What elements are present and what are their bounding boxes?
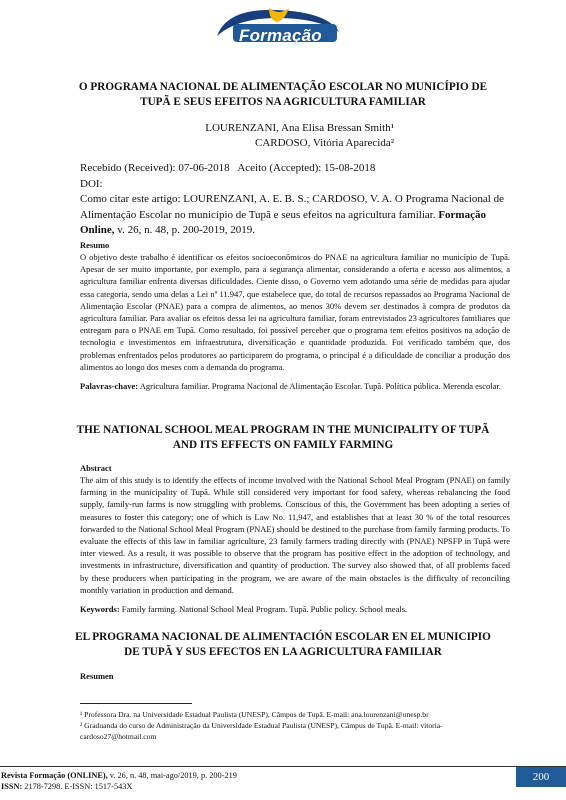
doi: DOI:: [80, 177, 103, 190]
paper-title-en: THE NATIONAL SCHOOL MEAL PROGRAM IN THE MUNICIPALITY OF TUPÃ AND ITS EFFECTS ON FAMILY FARMING: [76, 424, 490, 451]
author-2: CARDOSO, Vitória Aparecida²: [255, 137, 394, 149]
paper-title-es: EL PROGRAMA NACIONAL DE ALIMENTACIÓN ESCOLAR EN EL MUNICIPIO DE TUPÃ Y SUS EFECTOS EN LA AGRICULTURA FAMILIAR: [75, 631, 491, 658]
palavras-chave-text: Agricultura familiar. Programa Nacional de Alimentação Escolar. Tupã. Política pública. Merenda escolar.: [138, 381, 501, 391]
citation-text: Como citar este artigo: LOURENZANI, A. E. B. S.; CARDOSO, V. A. O Programa Nacional de Alimentação Escolar no município de Tupã e seus efeitos na agricultura familiar.: [80, 193, 504, 221]
palavras-chave-label: Palavras-chave:: [80, 381, 139, 391]
palavras-chave: [80, 380, 510, 392]
abstract-heading: Abstract: [80, 463, 112, 473]
citation-journal: Formação Online,: [80, 208, 486, 236]
journal-logo: [201, 6, 361, 48]
article-meta: [80, 161, 510, 239]
issn-text: 2178-7298. E-ISSN: 1517-543X: [22, 782, 133, 791]
resumen-heading: Resumen: [80, 671, 114, 681]
keywords-label: Keywords:: [80, 604, 120, 614]
logo-text: Formação: [239, 26, 322, 45]
received-accepted: Recebido (Received): 07-06-2018 Aceito (Accepted): 15-08-2018: [80, 162, 376, 174]
author-list: [205, 121, 394, 151]
journal-info: [1, 770, 237, 792]
journal-issue: v. 26, n. 48, mai-ago/2019, p. 200-219: [107, 771, 237, 780]
resumo-text: O objetivo deste trabalho é identificar os efeitos socioeconômicos do PNAE na agricultura familiar no município de Tupã. Apesar de ser muito importante, por exemplo, para a segurança alimentar, considerando a oferta e acesso aos alimentos, a agricultura familiar enfrenta diversas dificuldades. Ciente disso, o Governo vem adotando uma série de medidas para ajudar essa categoria, sendo uma delas a Lei nº 11.947, que estabelece que, do total de recursos repassados ao Programa Nacional de Alimentação Escolar (PNAE) para a compra de alimentos, ao menos 30% devem ser destinados à compra de produtos da agricultura familiar. Para avaliar os efeitos dessa lei na agricultura familiar, foram entrevistados 23 agricultores familiares que entregam para o PNAE em Tupã. Como resultado, foi possível perceber que o programa tem efeitos positivos na adoção de tecnologia e investimentos em infraestrutura, diversificação e quantidade produzida. Foi verificado também que, dos problemas enfrentados pelos produtores ao participarem do programa, o principal é a dificuldade de conciliar a produção dos alimentos ao longo dos meses com a demanda do programa.: [80, 252, 510, 372]
footnote-1: ¹ Professora Dra. na Universidade Estadual Paulista (UNESP), Câmpus de Tupã. E-mail: ana.lourenzani@unesp.br: [80, 710, 429, 719]
citation: [80, 192, 510, 239]
resumo-heading: Resumo: [80, 240, 110, 250]
citation-volume: v. 26, n. 48, p. 200-2019, 2019.: [114, 224, 255, 236]
keywords-text: Family farming. National School Meal Program. Tupã. Public policy. School meals.: [119, 604, 408, 614]
footnote-2: ² Graduanda do curso de Administração da Universidade Estadual Paulista (UNESP), Câmpus de Tupã. E-mail: vitoria-cardoso27@hotmail.com: [80, 721, 443, 741]
author-1: LOURENZANI, Ana Elisa Bressan Smith¹: [205, 122, 394, 134]
abstract-text: The aim of this study is to identify the effects of income involved with the National School Meal Program (PNAE) on family farming in the municipality of Tupã. While still considered very important for food safety, whereas rebalancing the food supply, family-run farms is now struggling with problems. Conscious of this, the Government has been adopting a series of measures to foster this category; one of which is Law No. 11,947, and establishes that at least 30 % of the total resources forwarded to the National School Meal Program (PNAE) should be destined to the purchase from family farming products. To evaluate the effects of this law in familiar agriculture, 23 family farmers trading directly with (PNAE) NPSFP in Tupã were inter viewed. As a result, it was possible to observe that the program has positive effect in the adoption of technology, and investments in infrastructure, diversification and quantity of production. The survey also showed that, of all problems faced by these producers when participating in the program, we are aware of the main obstacles is the difficulty of reconciling monthly variation in production and demand.: [80, 475, 510, 595]
issn-label: ISSN:: [1, 782, 23, 791]
keywords: [80, 603, 510, 615]
paper-title-pt: O PROGRAMA NACIONAL DE ALIMENTAÇÃO ESCOLAR NO MUNICÍPIO DE TUPÃ E SEUS EFEITOS NA AGRICULTURA FAMILIAR: [78, 81, 488, 108]
page-footer: [0, 767, 566, 800]
journal-name: Revista Formação (ONLINE),: [1, 771, 108, 780]
footnote-divider: [80, 703, 192, 704]
page-number: 200: [516, 767, 566, 787]
